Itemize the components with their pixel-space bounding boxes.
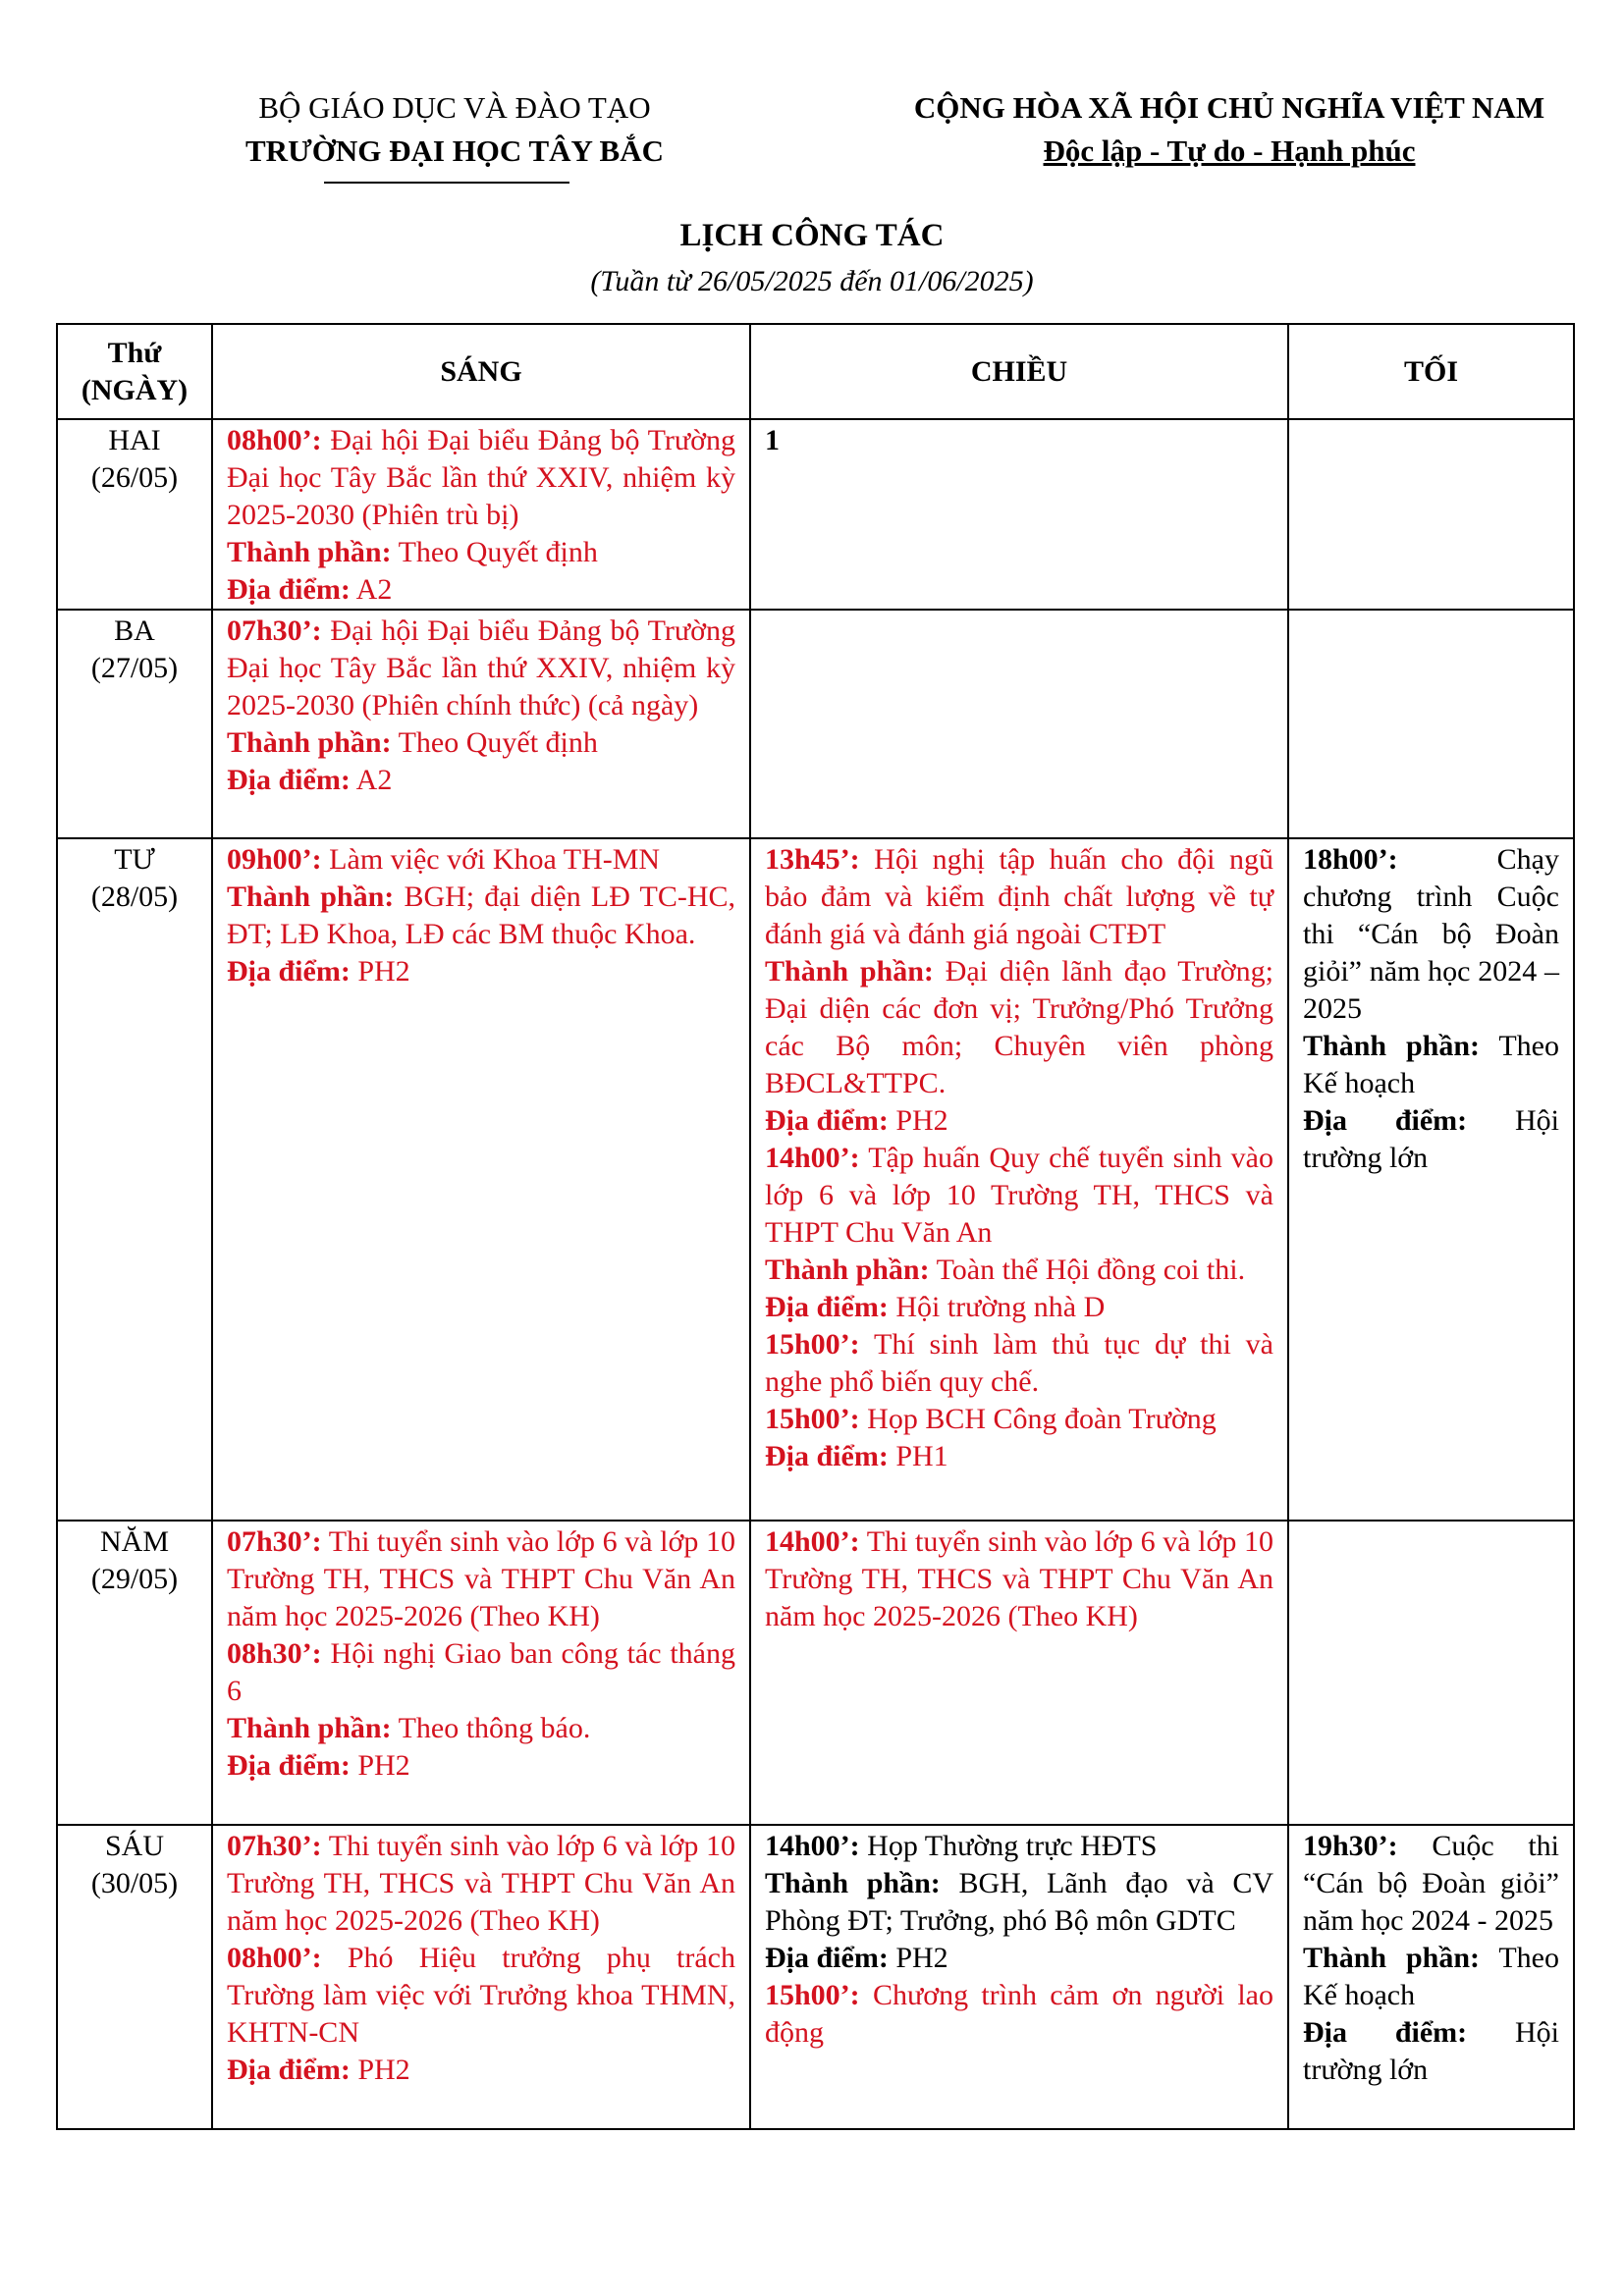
header-divider xyxy=(324,182,569,184)
day-name: NĂM xyxy=(99,1525,169,1558)
participants-value: Theo Kế hoạch xyxy=(1303,1030,1559,1099)
event-text: Chạy chương trình Cuộc thi “Cán bộ Đoàn giỏi” năm học 2024 – 2025 xyxy=(1303,843,1559,1025)
event-time: 09h00’: xyxy=(227,843,322,876)
day-name: TƯ xyxy=(114,843,155,876)
location-value: Hội trường nhà D xyxy=(888,1291,1106,1323)
day-name: HAI xyxy=(108,424,161,456)
day-date: (28/05) xyxy=(90,881,179,913)
location-label: Địa điểm: xyxy=(765,1104,889,1137)
participants-label: Thành phần: xyxy=(1303,1030,1480,1062)
event-time: 07h30’: xyxy=(227,614,322,647)
event-time: 18h00’: xyxy=(1303,843,1398,876)
location-label: Địa điểm: xyxy=(227,573,351,606)
day-date: (26/05) xyxy=(90,461,179,494)
location-label: Địa điểm: xyxy=(227,764,351,796)
event-time: 13h45’: xyxy=(765,843,860,876)
event-text: Thi tuyển sinh vào lớp 6 và lớp 10 Trường TH, THCS và THPT Chu Văn An năm học 2025-2026 (Theo KH) xyxy=(227,1525,735,1632)
day-cell xyxy=(57,838,212,1521)
table-row xyxy=(57,838,1574,1521)
event-time: 15h00’: xyxy=(765,1979,860,2011)
event-text: 1 xyxy=(765,424,780,456)
event-text: Làm việc với Khoa TH-MN xyxy=(321,843,661,876)
day-cell xyxy=(57,1521,212,1825)
evening-cell xyxy=(1288,1521,1574,1825)
event-time: 14h00’: xyxy=(765,1142,860,1174)
event-text: Thi tuyển sinh vào lớp 6 và lớp 10 Trường TH, THCS và THPT Chu Văn An năm học 2025-2026 (Theo KH) xyxy=(765,1525,1273,1632)
participants-label: Thành phần: xyxy=(227,881,395,913)
location-label: Địa điểm: xyxy=(227,2054,351,2086)
location-value: PH2 xyxy=(350,1749,410,1782)
event-text: Đại hội Đại biểu Đảng bộ Trường Đại học Tây Bắc lần thứ XXIV, nhiệm kỳ 2025-2030 (Phiên chính thức) (cả ngày) xyxy=(227,614,735,721)
afternoon-cell xyxy=(750,838,1288,1521)
evening-cell xyxy=(1288,610,1574,838)
event-text: Hội nghị tập huấn cho đội ngũ bảo đảm và kiểm định chất lượng về tự đánh giá và đánh giá ngoài CTĐT xyxy=(765,843,1273,950)
event-text: Cuộc thi “Cán bộ Đoàn giỏi” năm học 2024 - 2025 xyxy=(1303,1830,1559,1937)
location-value: PH2 xyxy=(350,955,410,988)
morning-cell xyxy=(212,1521,750,1825)
participants-value: Đại diện lãnh đạo Trường; Đại diện các đơn vị; Trưởng/Phó Trưởng các Bộ môn; Chuyên viên phòng BĐCL&TTPC. xyxy=(765,955,1273,1099)
event-text: Phó Hiệu trưởng phụ trách Trường làm việc với Trưởng khoa THMN, KHTN-CN xyxy=(227,1942,735,2049)
afternoon-cell xyxy=(750,1521,1288,1825)
location-value: Hội trường lớn xyxy=(1303,2016,1559,2086)
republic-name: CỘNG HÒA XÃ HỘI CHỦ NGHĨA VIỆT NAM xyxy=(913,90,1545,125)
event-text: Họp BCH Công đoàn Trường xyxy=(859,1403,1217,1435)
morning-cell xyxy=(212,610,750,838)
page-title: LỊCH CÔNG TÁC xyxy=(679,218,945,253)
location-value: A2 xyxy=(350,573,393,606)
event-text: Thí sinh làm thủ tục dự thi và nghe phổ biến quy chế. xyxy=(765,1328,1273,1398)
participants-value: BGH, Lãnh đạo và CV Phòng ĐT; Trưởng, phó Bộ môn GDTC xyxy=(765,1867,1273,1937)
table-header-row xyxy=(57,324,1574,419)
day-cell xyxy=(57,1825,212,2129)
event-time: 19h30’: xyxy=(1303,1830,1398,1862)
participants-label: Thành phần: xyxy=(227,726,392,759)
participants-value: Theo thông báo. xyxy=(391,1712,591,1744)
participants-value: Toàn thể Hội đồng coi thi. xyxy=(929,1254,1246,1286)
location-label: Địa điểm: xyxy=(1303,1104,1468,1137)
week-range: (Tuần từ 26/05/2025 đến 01/06/2025) xyxy=(590,265,1034,297)
location-label: Địa điểm: xyxy=(1303,2016,1468,2049)
location-label: Địa điểm: xyxy=(227,1749,351,1782)
university-name: TRƯỜNG ĐẠI HỌC TÂY BẮC xyxy=(245,133,664,168)
day-date: (30/05) xyxy=(90,1867,179,1899)
day-cell xyxy=(57,610,212,838)
column-header-day xyxy=(57,324,212,419)
location-label: Địa điểm: xyxy=(765,1440,889,1472)
participants-label: Thành phần: xyxy=(765,1867,941,1899)
event-text: Hội nghị Giao ban công tác tháng 6 xyxy=(227,1637,735,1707)
evening-cell xyxy=(1288,838,1574,1521)
morning-cell xyxy=(212,419,750,610)
column-header-afternoon: CHIỀU xyxy=(750,324,1288,419)
event-text: Tập huấn Quy chế tuyển sinh vào lớp 6 và lớp 10 Trường TH, THCS và THPT Chu Văn An xyxy=(765,1142,1273,1249)
table-row xyxy=(57,1825,1574,2129)
evening-cell xyxy=(1288,419,1574,610)
participants-label: Thành phần: xyxy=(227,1712,392,1744)
location-label: Địa điểm: xyxy=(765,1291,889,1323)
afternoon-cell xyxy=(750,610,1288,838)
location-label: Địa điểm: xyxy=(227,955,351,988)
schedule-table xyxy=(56,323,1575,2130)
location-value: PH2 xyxy=(888,1942,948,1974)
day-date: (29/05) xyxy=(90,1563,179,1595)
afternoon-cell xyxy=(750,419,1288,610)
national-motto: Độc lập - Tự do - Hạnh phúc xyxy=(1043,133,1416,168)
day-name: SÁU xyxy=(104,1830,164,1862)
table-row xyxy=(57,1521,1574,1825)
location-value: Hội trường lớn xyxy=(1303,1104,1559,1174)
column-header-morning: SÁNG xyxy=(212,324,750,419)
table-row xyxy=(57,610,1574,838)
event-time: 07h30’: xyxy=(227,1830,322,1862)
participants-label: Thành phần: xyxy=(765,955,934,988)
event-time: 08h00’: xyxy=(227,424,322,456)
event-text: Họp Thường trực HĐTS xyxy=(859,1830,1158,1862)
morning-cell xyxy=(212,1825,750,2129)
day-name: BA xyxy=(114,614,155,647)
location-value: PH1 xyxy=(888,1440,948,1472)
morning-cell xyxy=(212,838,750,1521)
day-cell xyxy=(57,419,212,610)
event-time: 14h00’: xyxy=(765,1525,860,1558)
day-header-line2: (NGÀY) xyxy=(81,373,189,406)
header-left xyxy=(209,86,700,173)
location-label: Địa điểm: xyxy=(765,1942,889,1974)
participants-value: Theo Quyết định xyxy=(391,726,598,759)
event-text: Thi tuyển sinh vào lớp 6 và lớp 10 Trường TH, THCS và THPT Chu Văn An năm học 2025-2026 (Theo KH) xyxy=(227,1830,735,1937)
event-text: Đại hội Đại biểu Đảng bộ Trường Đại học Tây Bắc lần thứ XXIV, nhiệm kỳ 2025-2030 (Phiên trù bị) xyxy=(227,424,735,531)
event-time: 08h00’: xyxy=(227,1942,322,1974)
event-time: 07h30’: xyxy=(227,1525,322,1558)
participants-value: Theo Kế hoạch xyxy=(1303,1942,1559,2011)
afternoon-cell xyxy=(750,1825,1288,2129)
participants-value: Theo Quyết định xyxy=(391,536,598,568)
evening-cell xyxy=(1288,1825,1574,2129)
event-time: 15h00’: xyxy=(765,1403,860,1435)
location-value: PH2 xyxy=(350,2054,410,2086)
event-time: 15h00’: xyxy=(765,1328,860,1361)
participants-label: Thành phần: xyxy=(1303,1942,1480,1974)
participants-label: Thành phần: xyxy=(765,1254,930,1286)
participants-label: Thành phần: xyxy=(227,536,392,568)
ministry-name: BỘ GIÁO DỤC VÀ ĐÀO TẠO xyxy=(258,90,651,125)
day-date: (27/05) xyxy=(90,652,179,684)
day-header-line1: Thứ xyxy=(107,336,162,369)
location-value: PH2 xyxy=(888,1104,948,1137)
event-time: 08h30’: xyxy=(227,1637,322,1670)
location-value: A2 xyxy=(350,764,393,796)
header-right xyxy=(866,86,1593,173)
event-text: Chương trình cảm ơn người lao động xyxy=(765,1979,1273,2049)
column-header-evening: TỐI xyxy=(1288,324,1574,419)
event-time: 14h00’: xyxy=(765,1830,860,1862)
table-row xyxy=(57,419,1574,610)
participants-value: BGH; đại diện LĐ TC-HC, ĐT; LĐ Khoa, LĐ các BM thuộc Khoa. xyxy=(227,881,735,950)
